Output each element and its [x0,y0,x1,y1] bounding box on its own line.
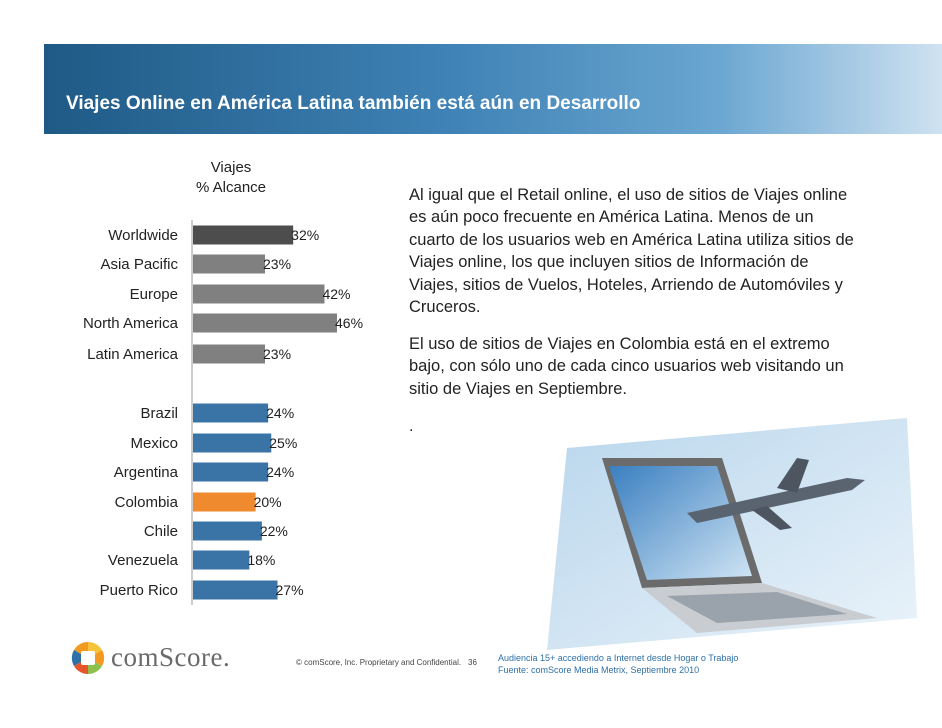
footer-copyright: © comScore, Inc. Proprietary and Confidential. [296,658,462,667]
bar [193,285,324,304]
data-label: 24% [266,405,295,421]
data-label: 42% [322,286,351,302]
bar [193,226,293,245]
description-paragraph-1: Al igual que el Retail online, el uso de sitios de Viajes online es aún poco frecuente en América Latina. Menos de un cuarto de los usuarios web en América Latina utiliza sitios de Viajes online, los que incluyen sitios de Información de Viajes, sitios de Vuelos, Hoteles, Arriendo de Automóviles y Cruceros. [409,186,854,317]
category-label: North America [82,315,178,332]
category-label: Worldwide [108,227,178,244]
category-label: Europe [129,286,178,303]
category-label: Mexico [130,435,178,452]
bar [193,345,265,364]
chart-header-line1: Viajes [210,159,252,176]
data-label: 32% [291,227,320,243]
footer-source-line2: Fuente: comScore Media Metrix, Septiembre 2010 [498,665,700,675]
bar [193,314,337,333]
category-label: Asia Pacific [100,256,178,273]
chart-header-line2: % Alcance [195,179,267,196]
bar [193,463,268,482]
data-label: 24% [266,464,295,480]
comscore-logo-text: comScore. [111,642,231,672]
slide-title: Viajes Online en América Latina también está aún en Desarrollo [66,93,641,114]
comscore-logo-icon [70,640,106,676]
data-label: 25% [269,435,298,451]
bar [193,434,271,453]
title-banner [44,44,942,134]
category-label: Venezuela [107,552,178,569]
chart-header [186,158,276,198]
laptop-airplane-image [547,418,917,650]
data-label: 23% [263,346,292,362]
category-label: Brazil [140,405,178,422]
bar [193,493,256,512]
bar-chart [0,210,400,610]
data-label: 18% [247,552,276,568]
category-label: Latin America [87,346,178,363]
bar [193,255,265,274]
trailing-dot: . [409,418,414,435]
category-label: Argentina [113,464,178,481]
data-label: 46% [335,315,364,331]
bar [193,551,249,570]
bar [193,581,278,600]
footer-source-line1: Audiencia 15+ accediendo a Internet desde Hogar o Trabajo [498,653,739,663]
description-paragraph-2: El uso de sitios de Viajes en Colombia está en el extremo bajo, con sólo uno de cada cinco usuarios web visitando un sitio de Viajes en Septiembre. [409,335,844,398]
category-label: Colombia [114,494,178,511]
data-label: 20% [253,494,282,510]
bar [193,404,268,423]
bar [193,522,262,541]
footer-page-number: 36 [468,658,477,667]
category-label: Puerto Rico [99,582,178,599]
category-label: Chile [143,523,178,540]
footer-source [498,652,738,676]
data-label: 27% [275,582,304,598]
data-label: 23% [263,256,292,272]
data-label: 22% [259,523,288,539]
